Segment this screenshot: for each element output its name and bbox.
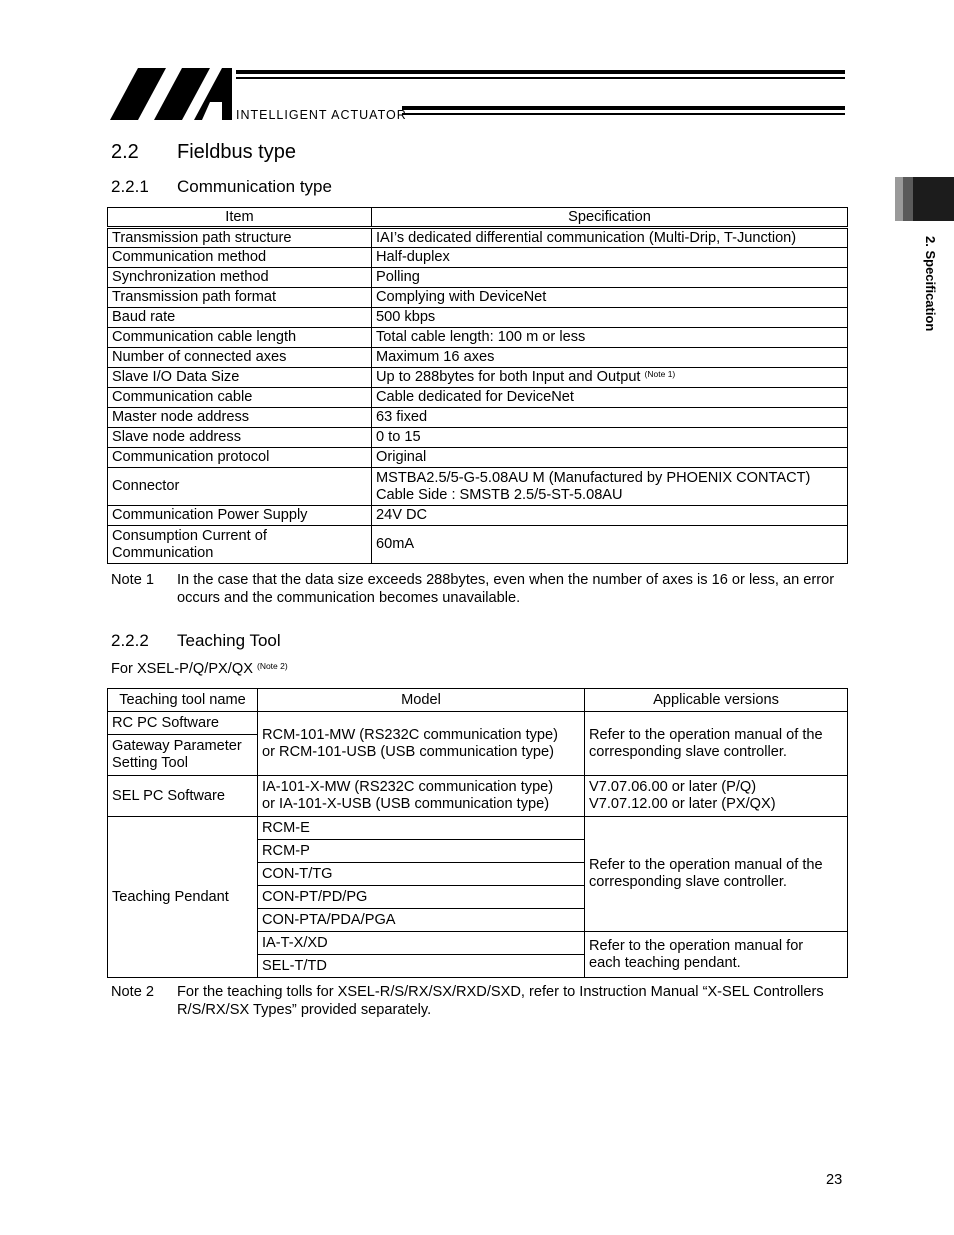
for-text: For XSEL-P/Q/PX/QX xyxy=(111,661,257,677)
logo-text: INTELLIGENT ACTUATOR xyxy=(236,108,407,122)
versions-line: corresponding slave controller. xyxy=(589,874,787,890)
tool-name-cell xyxy=(108,735,258,776)
tool-name-cell: SEL PC Software xyxy=(108,776,258,817)
table-row xyxy=(108,408,848,428)
versions-line: V7.07.12.00 or later (PX/QX) xyxy=(589,796,776,812)
model-cell: RCM-P xyxy=(258,840,585,863)
item-cell: Communication protocol xyxy=(108,448,372,468)
header-specification: Specification xyxy=(372,208,848,228)
spec-cell: Complying with DeviceNet xyxy=(372,288,848,308)
table-header-row xyxy=(108,689,848,712)
table-row xyxy=(108,468,848,506)
versions-line: Refer to the operation manual of the xyxy=(589,726,823,743)
spec-cell: 0 to 15 xyxy=(372,428,848,448)
table-row xyxy=(108,368,848,388)
table-row xyxy=(108,506,848,526)
spec-cell: Polling xyxy=(372,268,848,288)
table-row xyxy=(108,712,848,735)
table-row xyxy=(108,388,848,408)
subsection-number: 2.2.1 xyxy=(111,177,149,196)
table-row xyxy=(108,328,848,348)
table-row xyxy=(108,268,848,288)
subsection-title: Communication type xyxy=(177,177,332,196)
versions-cell xyxy=(585,817,848,932)
header-model: Model xyxy=(258,689,585,712)
note-label: Note 2 xyxy=(111,984,154,1000)
versions-line: Refer to the operation manual for xyxy=(589,937,804,954)
versions-cell xyxy=(585,932,848,978)
spec-cell: Total cable length: 100 m or less xyxy=(372,328,848,348)
spec-cell: 24V DC xyxy=(372,506,848,526)
iai-logo xyxy=(110,68,845,124)
item-line: Consumption Current of xyxy=(112,527,267,544)
side-tab-label: 2. Specification xyxy=(923,236,938,332)
item-line: Communication xyxy=(112,544,214,561)
note-1 xyxy=(111,571,861,606)
header-versions: Applicable versions xyxy=(585,689,848,712)
model-line: or IA-101-X-USB (USB communication type) xyxy=(262,796,550,812)
item-cell: Slave I/O Data Size xyxy=(108,368,372,388)
note-2 xyxy=(111,983,861,1018)
header-tool-name: Teaching tool name xyxy=(108,689,258,712)
model-line: or RCM-101-USB (USB communication type) xyxy=(262,743,554,760)
model-line: IA-101-X-MW (RS232C communication type) xyxy=(262,779,554,795)
table-row xyxy=(108,288,848,308)
spec-cell xyxy=(372,468,848,506)
tool-name-line: Setting Tool xyxy=(112,755,188,771)
versions-line: corresponding slave controller. xyxy=(589,743,787,760)
iai-logo-mark xyxy=(110,68,845,124)
note-2-ref: (Note 2) xyxy=(256,661,288,671)
subsection-title: Teaching Tool xyxy=(177,631,281,650)
table-row xyxy=(108,817,848,840)
tool-name-cell: Teaching Pendant xyxy=(108,817,258,978)
item-cell: Communication cable length xyxy=(108,328,372,348)
note-1-ref: (Note 1) xyxy=(644,369,676,379)
item-cell: Master node address xyxy=(108,408,372,428)
side-tab-marker xyxy=(895,177,954,221)
model-cell xyxy=(258,712,585,776)
table-row xyxy=(108,776,848,817)
spec-cell xyxy=(372,368,848,388)
item-cell: Communication method xyxy=(108,248,372,268)
item-cell: Transmission path structure xyxy=(108,228,372,248)
item-cell: Communication Power Supply xyxy=(108,506,372,526)
model-cell: CON-PT/PD/PG xyxy=(258,886,585,909)
model-cell: CON-PTA/PDA/PGA xyxy=(258,909,585,932)
spec-cell: Maximum 16 axes xyxy=(372,348,848,368)
section-heading xyxy=(111,141,296,164)
side-tab-label-box xyxy=(918,236,938,356)
versions-cell xyxy=(585,776,848,817)
item-cell: Slave node address xyxy=(108,428,372,448)
item-cell: Transmission path format xyxy=(108,288,372,308)
subsection-heading-1 xyxy=(111,177,332,197)
subsection-heading-2 xyxy=(111,631,281,651)
model-line: RCM-101-MW (RS232C communication type) xyxy=(262,726,559,743)
spec-cell: Original xyxy=(372,448,848,468)
tool-name-line: Gateway Parameter xyxy=(112,738,242,754)
teaching-tool-table xyxy=(107,688,848,978)
item-cell: Number of connected axes xyxy=(108,348,372,368)
table-row xyxy=(108,248,848,268)
table-row xyxy=(108,308,848,328)
spec-cell: Half-duplex xyxy=(372,248,848,268)
versions-line: Refer to the operation manual of the xyxy=(589,857,823,873)
model-cell: RCM-E xyxy=(258,817,585,840)
table-header-row xyxy=(108,208,848,228)
model-cell: CON-T/TG xyxy=(258,863,585,886)
item-cell xyxy=(108,526,372,564)
table-row xyxy=(108,448,848,468)
section-title: Fieldbus type xyxy=(177,141,296,163)
spec-text: Up to 288bytes for both Input and Output xyxy=(376,369,645,385)
note-label: Note 1 xyxy=(111,572,154,588)
tool-name-cell: RC PC Software xyxy=(108,712,258,735)
table-row xyxy=(108,348,848,368)
communication-table xyxy=(107,207,848,564)
spec-cell: 60mA xyxy=(372,526,848,564)
table-row xyxy=(108,228,848,248)
spec-line: MSTBA2.5/5-G-5.08AU M (Manufactured by PHOENIX CONTACT) xyxy=(376,469,811,486)
item-cell: Communication cable xyxy=(108,388,372,408)
header-item: Item xyxy=(108,208,372,228)
note-text: For the teaching tolls for XSEL-R/S/RX/SX/RXD/SXD, refer to Instruction Manual “X-SEL Controllers R/S/RX/SX Types” provided separately. xyxy=(177,984,824,1018)
section-number: 2.2 xyxy=(111,141,139,163)
spec-cell: IAI’s dedicated differential communication (Multi-Drip, T-Junction) xyxy=(372,228,848,248)
item-cell: Connector xyxy=(108,468,372,506)
versions-cell xyxy=(585,712,848,776)
note-text: In the case that the data size exceeds 288bytes, even when the number of axes is 16 or less, an error occurs and the communication becomes unavailable. xyxy=(177,572,835,606)
item-cell: Baud rate xyxy=(108,308,372,328)
spec-cell: 63 fixed xyxy=(372,408,848,428)
for-line xyxy=(111,660,288,678)
versions-line: each teaching pendant. xyxy=(589,954,741,971)
spec-cell: Cable dedicated for DeviceNet xyxy=(372,388,848,408)
model-cell: IA-T-X/XD xyxy=(258,932,585,955)
model-cell xyxy=(258,776,585,817)
spec-line: Cable Side : SMSTB 2.5/5-ST-5.08AU xyxy=(376,486,623,503)
subsection-number: 2.2.2 xyxy=(111,631,149,650)
model-cell: SEL-T/TD xyxy=(258,955,585,978)
versions-line: V7.07.06.00 or later (P/Q) xyxy=(589,779,757,795)
table-row xyxy=(108,428,848,448)
item-cell: Synchronization method xyxy=(108,268,372,288)
spec-cell: 500 kbps xyxy=(372,308,848,328)
page-number: 23 xyxy=(826,1172,843,1188)
table-row xyxy=(108,526,848,564)
